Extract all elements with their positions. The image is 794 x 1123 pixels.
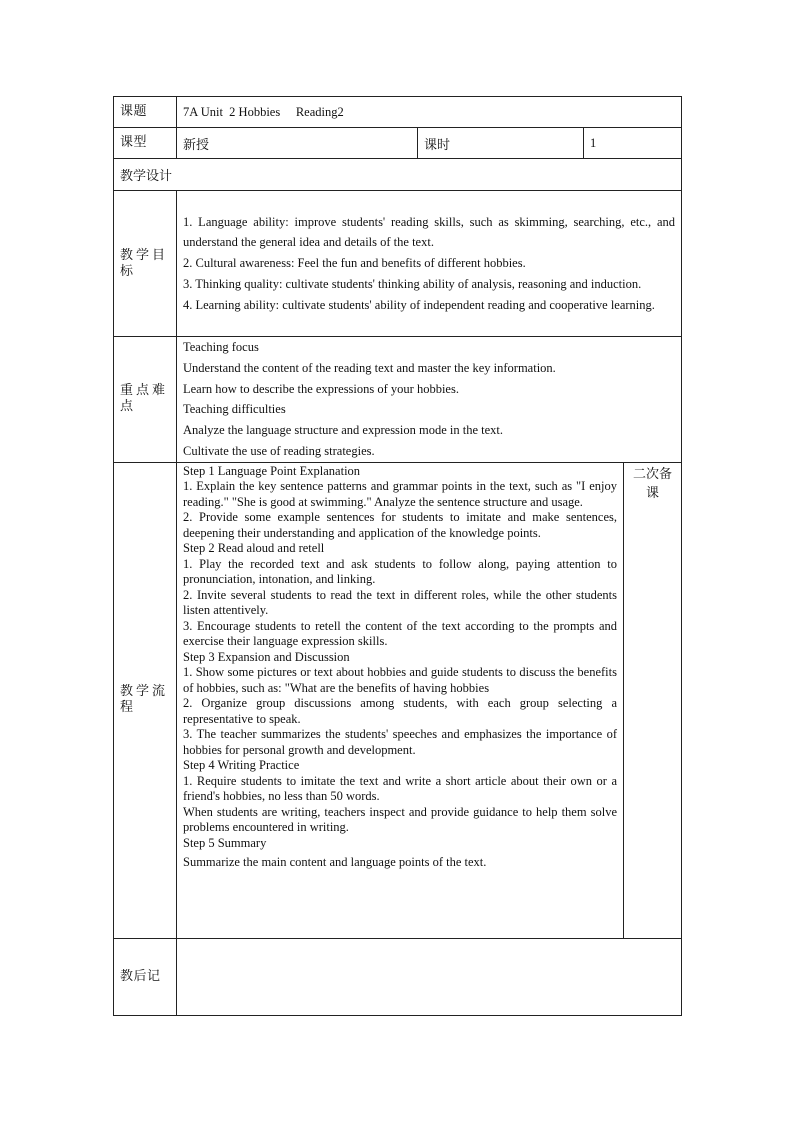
process-line: 1. Explain the key sentence patterns and grammar points in the text, such as "I enjoy reading." "She is good at swimming." Analyze the sentence structure and usage.	[183, 479, 617, 509]
objective-item: 4. Learning ability: cultivate students' ability of independent reading and cooperative learning.	[183, 297, 655, 312]
second-preparation-note: 二次备课	[624, 462, 682, 938]
topic-value: 7A Unit 2 Hobbies Reading2	[177, 97, 682, 128]
focus-line: Understand the content of the reading text and master the key information.	[183, 360, 556, 375]
process-line: 2. Provide some example sentences for students to imitate and make sentences, deepening their understanding and application of the knowledge points.	[183, 510, 617, 540]
design-row	[114, 159, 682, 191]
process-line: Step 5 Summary	[183, 835, 267, 850]
lesson-plan-table	[113, 96, 682, 1016]
process-label: 教学流程	[114, 462, 177, 938]
objectives-cell	[177, 191, 682, 337]
focus-line: Teaching focus	[183, 340, 259, 354]
process-line: 3. The teacher summarizes the students' speeches and emphasizes the importance of hobbies for personal growth and development.	[183, 727, 617, 757]
process-line: 2. Organize group discussions among students, with each group selecting a representative to speak.	[183, 696, 617, 726]
focus-cell	[177, 337, 682, 463]
process-cell	[177, 462, 624, 938]
class-hours-label: 课时	[418, 128, 584, 159]
process-line: Step 1 Language Point Explanation	[183, 463, 361, 478]
process-line: When students are writing, teachers inspect and provide guidance to help them solve problems encountered in writing.	[183, 804, 617, 835]
objective-item: 1. Language ability: improve students' reading skills, such as skimming, searching, etc., and understand the general idea and details of the text.	[183, 214, 676, 250]
focus-line: Cultivate the use of reading strategies.	[183, 443, 375, 458]
reflection-label: 教后记	[114, 938, 177, 1015]
process-line: 1. Play the recorded text and ask students to follow along, paying attention to pronunciation, intonation, and linking.	[183, 556, 617, 587]
reflection-cell	[177, 938, 682, 1015]
process-line: Step 2 Read aloud and retell	[183, 541, 325, 556]
focus-label: 重点难点	[114, 337, 177, 463]
focus-line: Analyze the language structure and expression mode in the text.	[183, 423, 504, 438]
objective-item: 3. Thinking quality: cultivate students' thinking ability of analysis, reasoning and induction.	[183, 276, 642, 291]
topic-label: 课题	[114, 97, 177, 128]
objectives-row	[114, 191, 682, 337]
reflection-row	[114, 938, 682, 1015]
process-summary: Summarize the main content and language points of the text.	[183, 855, 487, 870]
process-line: Step 4 Writing Practice	[183, 758, 300, 773]
lesson-plan-sheet	[113, 96, 681, 1016]
process-line: 3. Encourage students to retell the content of the text according to the prompts and exercise their language expression skills.	[183, 618, 617, 649]
process-line: 1. Show some pictures or text about hobbies and guide students to discuss the benefits of hobbies, such as: "What are the benefits of having hobbies	[183, 665, 617, 695]
focus-row	[114, 337, 682, 463]
process-line: 2. Invite several students to read the text in different roles, while the other students listen attentively.	[183, 587, 617, 618]
lesson-type-row	[114, 128, 682, 159]
focus-line: Learn how to describe the expressions of your hobbies.	[183, 381, 459, 396]
lesson-type-value: 新授	[177, 128, 418, 159]
objective-item: 2. Cultural awareness: Feel the fun and benefits of different hobbies.	[183, 256, 526, 271]
focus-line: Teaching difficulties	[183, 402, 286, 417]
lesson-type-label: 课型	[114, 128, 177, 159]
process-line: 1. Require students to imitate the text and write a short article about their own or a friend's hobbies, no less than 50 words.	[183, 773, 617, 804]
class-hours-value: 1	[584, 128, 682, 159]
design-heading: 教学设计	[114, 159, 682, 191]
process-line: Step 3 Expansion and Discussion	[183, 649, 350, 664]
process-row	[114, 462, 682, 938]
objectives-label: 教学目标	[114, 191, 177, 337]
topic-row	[114, 97, 682, 128]
